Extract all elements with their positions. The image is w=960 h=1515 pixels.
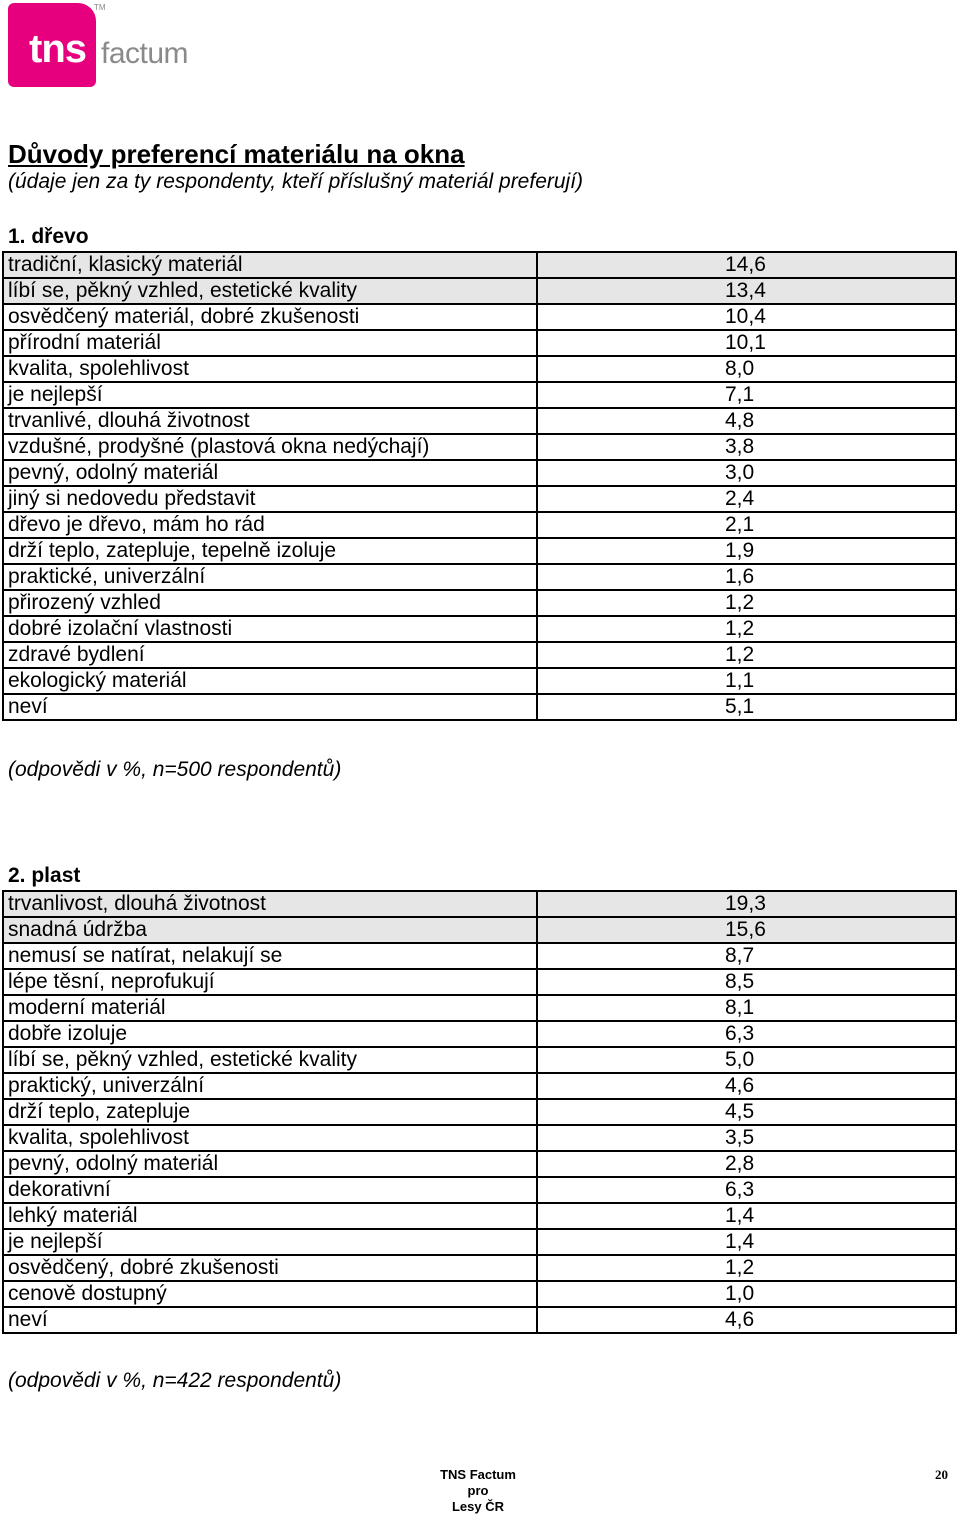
- reason-label: neví: [3, 1307, 537, 1333]
- table-row: [3, 1021, 956, 1047]
- table-row: [3, 995, 956, 1021]
- reason-label: je nejlepší: [3, 382, 537, 408]
- reason-value: 5,1: [537, 694, 956, 720]
- reason-label: vzdušné, prodyšné (plastová okna nedýchají): [3, 434, 537, 460]
- reason-label: přírodní materiál: [3, 330, 537, 356]
- reason-value: 19,3: [537, 891, 956, 917]
- reason-value: 3,5: [537, 1125, 956, 1151]
- reason-value: 1,1: [537, 668, 956, 694]
- plastic-reasons-body: [3, 891, 956, 1333]
- reason-label: neví: [3, 694, 537, 720]
- reason-label: pevný, odolný materiál: [3, 1151, 537, 1177]
- reason-label: osvědčený materiál, dobré zkušenosti: [3, 304, 537, 330]
- table-row: [3, 917, 956, 943]
- reason-value: 15,6: [537, 917, 956, 943]
- reason-value: 4,6: [537, 1307, 956, 1333]
- reason-value: 8,7: [537, 943, 956, 969]
- reason-label: tradiční, klasický materiál: [3, 252, 537, 278]
- reason-value: 8,1: [537, 995, 956, 1021]
- reason-label: pevný, odolný materiál: [3, 460, 537, 486]
- reason-value: 1,2: [537, 642, 956, 668]
- logo-mark: [8, 3, 96, 87]
- table-row: [3, 564, 956, 590]
- logo-wordmark: factum: [101, 37, 189, 70]
- reason-label: dobré izolační vlastnosti: [3, 616, 537, 642]
- footer-credit: [418, 1467, 538, 1515]
- reason-label: je nejlepší: [3, 1229, 537, 1255]
- reason-value: 6,3: [537, 1021, 956, 1047]
- page-number: 20: [935, 1467, 948, 1482]
- reason-value: 1,4: [537, 1229, 956, 1255]
- table-row: [3, 1307, 956, 1333]
- reason-value: 4,5: [537, 1099, 956, 1125]
- table-row: [3, 1073, 956, 1099]
- page-title: Důvody preferencí materiálu na okna: [8, 139, 465, 169]
- reason-label: kvalita, spolehlivost: [3, 356, 537, 382]
- reason-value: 14,6: [537, 252, 956, 278]
- table-row: [3, 616, 956, 642]
- reason-label: kvalita, spolehlivost: [3, 1125, 537, 1151]
- reason-value: 4,6: [537, 1073, 956, 1099]
- table-row: [3, 304, 956, 330]
- reason-label: líbí se, pěkný vzhled, estetické kvality: [3, 1047, 537, 1073]
- reason-label: trvanlivost, dlouhá životnost: [3, 891, 537, 917]
- wood-reasons-table: [2, 251, 957, 721]
- reason-value: 3,0: [537, 460, 956, 486]
- section-heading-plastic: 2. plast: [8, 864, 81, 887]
- table-row: [3, 1229, 956, 1255]
- reason-label: cenově dostupný: [3, 1281, 537, 1307]
- table-row: [3, 330, 956, 356]
- reason-label: lépe těsní, neprofukují: [3, 969, 537, 995]
- reason-label: líbí se, pěkný vzhled, estetické kvality: [3, 278, 537, 304]
- plastic-reasons-table: [2, 890, 957, 1334]
- reason-label: ekologický materiál: [3, 668, 537, 694]
- reason-value: 2,1: [537, 512, 956, 538]
- reason-value: 10,1: [537, 330, 956, 356]
- footer-line-2: pro: [467, 1483, 489, 1498]
- reason-label: osvědčený, dobré zkušenosti: [3, 1255, 537, 1281]
- table-row: [3, 434, 956, 460]
- table-row: [3, 590, 956, 616]
- reason-label: zdravé bydlení: [3, 642, 537, 668]
- reason-label: drží teplo, zatepluje: [3, 1099, 537, 1125]
- reason-value: 8,5: [537, 969, 956, 995]
- reason-value: 1,6: [537, 564, 956, 590]
- table-row: [3, 668, 956, 694]
- table-row: [3, 252, 956, 278]
- table-row: [3, 278, 956, 304]
- table-row: [3, 356, 956, 382]
- tns-factum-logo: [8, 3, 189, 89]
- reason-value: 3,8: [537, 434, 956, 460]
- reason-value: 5,0: [537, 1047, 956, 1073]
- table-row: [3, 1281, 956, 1307]
- table-row: [3, 1151, 956, 1177]
- reason-label: lehký materiál: [3, 1203, 537, 1229]
- table-row: [3, 891, 956, 917]
- reason-value: 2,8: [537, 1151, 956, 1177]
- table-row: [3, 969, 956, 995]
- reason-label: nemusí se natírat, nelakují se: [3, 943, 537, 969]
- reason-label: dobře izoluje: [3, 1021, 537, 1047]
- table-row: [3, 1255, 956, 1281]
- page-subtitle: (údaje jen za ty respondenty, kteří příslušný materiál preferují): [8, 170, 584, 193]
- reason-label: snadná údržba: [3, 917, 537, 943]
- table-row: [3, 408, 956, 434]
- table-row: [3, 1047, 956, 1073]
- table-row: [3, 382, 956, 408]
- wood-reasons-body: [3, 252, 956, 720]
- reason-label: jiný si nedovedu představit: [3, 486, 537, 512]
- footer-line-1: TNS Factum: [440, 1467, 516, 1482]
- table-row: [3, 943, 956, 969]
- reason-label: moderní materiál: [3, 995, 537, 1021]
- table-row: [3, 1099, 956, 1125]
- reason-value: 10,4: [537, 304, 956, 330]
- logo-tm: TM: [94, 3, 106, 12]
- reason-value: 7,1: [537, 382, 956, 408]
- reason-value: 8,0: [537, 356, 956, 382]
- logo-mark-text: tns: [29, 27, 86, 71]
- footer-line-3: Lesy ČR: [451, 1499, 505, 1514]
- reason-value: 1,2: [537, 616, 956, 642]
- reason-label: praktický, univerzální: [3, 1073, 537, 1099]
- table-row: [3, 1177, 956, 1203]
- reason-label: trvanlivé, dlouhá životnost: [3, 408, 537, 434]
- reason-label: drží teplo, zatepluje, tepelně izoluje: [3, 538, 537, 564]
- table-row: [3, 538, 956, 564]
- reason-value: 1,2: [537, 1255, 956, 1281]
- reason-value: 6,3: [537, 1177, 956, 1203]
- reason-value: 4,8: [537, 408, 956, 434]
- table-row: [3, 642, 956, 668]
- reason-value: 1,9: [537, 538, 956, 564]
- reason-value: 2,4: [537, 486, 956, 512]
- reason-label: dekorativní: [3, 1177, 537, 1203]
- reason-value: 1,0: [537, 1281, 956, 1307]
- table-row: [3, 1125, 956, 1151]
- table-row: [3, 486, 956, 512]
- table-row: [3, 460, 956, 486]
- reason-value: 13,4: [537, 278, 956, 304]
- reason-label: dřevo je dřevo, mám ho rád: [3, 512, 537, 538]
- table-row: [3, 694, 956, 720]
- table-row: [3, 512, 956, 538]
- table-row: [3, 1203, 956, 1229]
- reason-label: přirozený vzhled: [3, 590, 537, 616]
- reason-value: 1,4: [537, 1203, 956, 1229]
- reason-label: praktické, univerzální: [3, 564, 537, 590]
- wood-sample-note: (odpovědi v %, n=500 respondentů): [8, 758, 342, 781]
- section-heading-wood: 1. dřevo: [8, 225, 89, 248]
- plastic-sample-note: (odpovědi v %, n=422 respondentů): [8, 1369, 342, 1392]
- reason-value: 1,2: [537, 590, 956, 616]
